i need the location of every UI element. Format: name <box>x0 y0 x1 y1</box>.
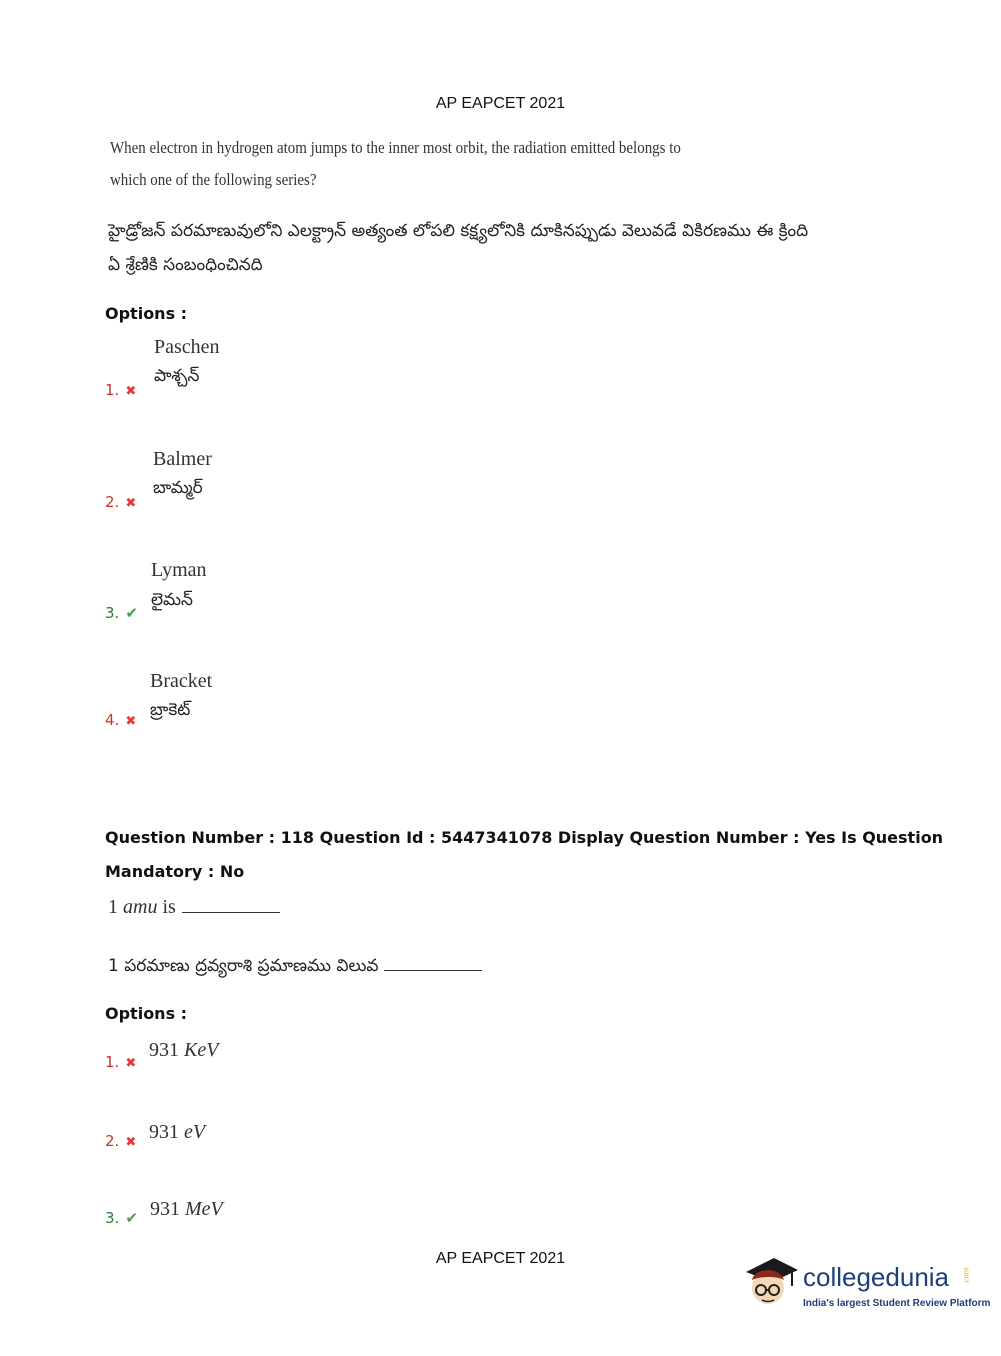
question-line-1: When electron in hydrogen atom jumps to the inner most orbit, the radiation emitted belongs to <box>110 138 681 157</box>
option-3-english: Lyman <box>151 559 207 581</box>
check-icon: ✔ <box>125 604 138 622</box>
cross-icon: ✖ <box>125 384 137 399</box>
option-1-value <box>149 1039 218 1062</box>
option-number: 4. <box>105 711 120 729</box>
option-unit: eV <box>184 1121 206 1143</box>
option-2-value <box>149 1121 205 1144</box>
brand-name: collegedunia <box>803 1262 950 1292</box>
amu-is: is <box>162 896 176 918</box>
option-unit: KeV <box>184 1039 219 1061</box>
cross-icon: ✖ <box>125 1056 137 1071</box>
amu-number: 1 <box>108 896 118 918</box>
option-2-number <box>105 493 136 511</box>
question-meta <box>105 821 944 889</box>
option-1-number <box>105 1053 136 1071</box>
option-2-telugu: బామ్మర్ <box>153 478 203 498</box>
check-icon: ✔ <box>125 1209 138 1227</box>
option-4-english: Bracket <box>150 670 213 692</box>
option-1-english: Paschen <box>154 336 220 358</box>
page-header: AP EAPCET 2021 <box>435 95 566 112</box>
option-number: 2. <box>105 493 120 511</box>
option-value: 931 <box>150 1198 180 1220</box>
options-heading: Options : <box>105 304 188 323</box>
option-number: 3. <box>105 1209 120 1227</box>
telugu-line-2: ఏ శ్రేణికి సంబంధించినది <box>108 255 263 275</box>
option-number: 2. <box>105 1132 120 1150</box>
option-4-number <box>105 711 136 729</box>
telugu-line: 1 పరమాణు ద్రవ్యరాశి ప్రమాణము విలువ <box>108 956 379 976</box>
cross-icon: ✖ <box>125 1135 137 1150</box>
option-3-number <box>105 1209 138 1227</box>
cross-icon: ✖ <box>125 496 137 511</box>
answer-blank <box>182 898 280 913</box>
brand-tagline: India's largest Student Review Platform <box>803 1298 991 1309</box>
amu-unit: amu <box>123 896 158 918</box>
option-number: 1. <box>105 381 120 399</box>
option-3-value <box>150 1198 223 1221</box>
option-3-number <box>105 604 138 622</box>
option-3-telugu: లైమన్ <box>151 590 193 610</box>
answer-blank <box>384 956 482 971</box>
option-value: 931 <box>149 1121 179 1143</box>
option-number: 3. <box>105 604 120 622</box>
option-2-number <box>105 1132 136 1150</box>
options-heading: Options : <box>105 1004 188 1023</box>
collegedunia-mascot-icon <box>740 1250 802 1312</box>
question-meta-line-1: Question Number : 118 Question Id : 5447341078 Display Question Number : Yes Is Question <box>105 828 944 847</box>
telugu-line-1: హైడ్రోజన్ పరమాణువులోని ఎలక్ట్రాన్ అత్యంత లోపలి కక్ష్యలోనికి దూకినప్పుడు వెలువడే వికిరణము ఈ క్రింది <box>108 221 809 241</box>
question-line-2: which one of the following series? <box>110 170 317 189</box>
page-footer: AP EAPCET 2021 <box>435 1250 566 1267</box>
option-4-telugu: బ్రాకెట్ <box>150 700 191 720</box>
option-value: 931 <box>149 1039 179 1061</box>
question-text-english <box>110 132 681 196</box>
question-text-telugu <box>108 214 808 282</box>
cross-icon: ✖ <box>125 714 137 729</box>
question-meta-line-2: Mandatory : No <box>105 862 245 881</box>
question-text-telugu <box>108 956 482 980</box>
option-2-english: Balmer <box>153 448 212 470</box>
option-unit: MeV <box>185 1198 223 1220</box>
option-1-telugu: పాశ్చన్ <box>154 366 200 386</box>
option-1-number <box>105 381 136 399</box>
option-number: 1. <box>105 1053 120 1071</box>
question-text-english <box>108 896 280 919</box>
brand-suffix: .com <box>962 1267 971 1285</box>
